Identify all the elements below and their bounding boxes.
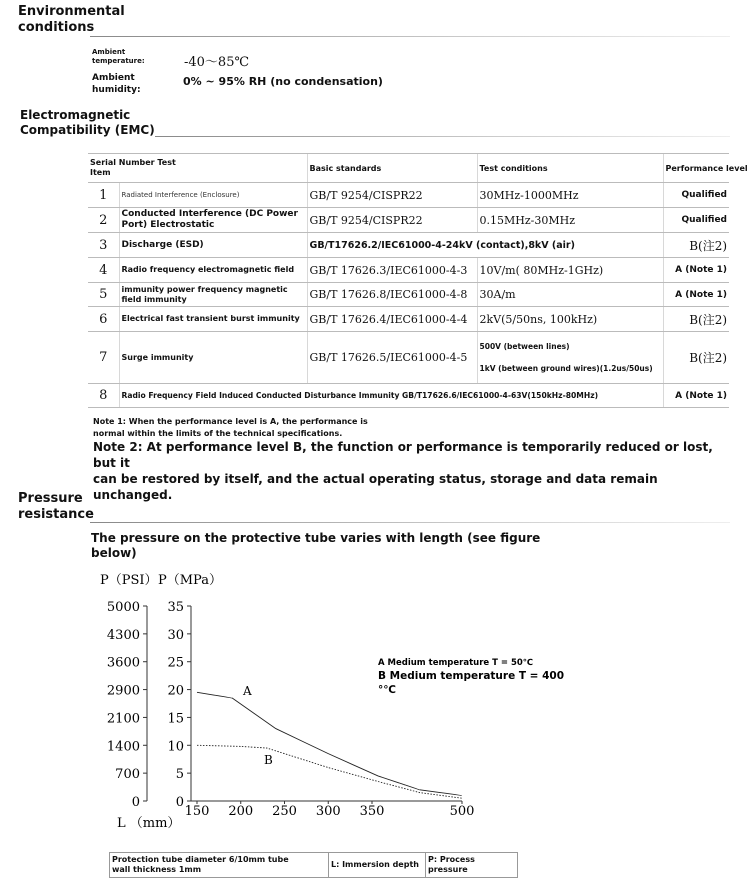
ambient-humidity-value: 0% ~ 95% RH (no condensation) <box>183 75 383 88</box>
header-cond: Test conditions <box>477 154 663 183</box>
row-no: 7 <box>88 332 119 384</box>
y-tick-label-mpa: 10 <box>167 739 184 755</box>
legend-b-unit: °℃ <box>378 684 396 696</box>
y-tick-label-mpa: 5 <box>175 767 184 783</box>
pressure-divider <box>90 522 730 523</box>
y-tick-label-psi: 2100 <box>106 711 140 727</box>
series-a-line <box>197 692 462 795</box>
note-1: Note 1: When the performance level is A, the performance is normal within the limits of the technical specifications. <box>93 417 368 438</box>
y-tick-label-mpa: 35 <box>167 600 184 615</box>
emc-table <box>88 153 748 408</box>
row-perf: B(注2) <box>663 233 729 258</box>
emc-divider <box>155 136 730 137</box>
table-row <box>88 384 729 408</box>
row-perf: A (Note 1) <box>663 258 729 283</box>
row-perf: A (Note 1) <box>663 283 729 307</box>
y-tick-label-psi: 0 <box>131 795 140 810</box>
row-no: 6 <box>88 307 119 332</box>
ambient-humidity-label: Ambient humidity: <box>92 73 141 95</box>
row-cond: 30MHz-1000MHz <box>477 183 663 208</box>
row-cond: 10V/m( 80MHz-1GHz) <box>477 258 663 283</box>
pressure-title: Pressure resistance <box>18 491 94 522</box>
emc-title: Electromagnetic Compatibility (EMC) <box>20 108 155 137</box>
emc-table-header <box>88 154 729 183</box>
row-perf: Qualified <box>663 208 729 233</box>
table-row <box>88 183 729 208</box>
row-cond: 500V (between lines) 1kV (between ground wires)(1.2us/50us) <box>477 332 663 384</box>
y-tick-label-mpa: 0 <box>175 795 184 810</box>
row-std: GB/T 9254/CISPR22 <box>307 208 477 233</box>
row-item: Conducted Interference (DC Power Port) Electrostatic <box>119 208 307 233</box>
row-perf: A (Note 1) <box>663 384 729 408</box>
row-item: Electrical fast transient burst immunity <box>119 307 307 332</box>
y-ticks-psi <box>107 600 147 810</box>
legend-col-3: P: Process pressure <box>428 855 475 874</box>
row-no: 5 <box>88 283 119 307</box>
chart-subtitle: The pressure on the protective tube varies with length (see figure below) <box>91 531 541 560</box>
row-perf: Qualified <box>663 183 729 208</box>
y-tick-label-psi: 2900 <box>106 683 140 699</box>
table-row <box>88 233 729 258</box>
header-perf: Performance level <box>663 154 729 183</box>
x-ticks <box>185 801 475 819</box>
row-cond: 30A/m <box>477 283 663 307</box>
y-tick-label-psi: 3600 <box>106 655 140 671</box>
y-tick-label-psi: 1400 <box>106 739 140 755</box>
curve-label-a: A <box>243 684 252 698</box>
row-std: GB/T 17626.3/IEC61000-4-3 <box>307 258 477 283</box>
row-perf: B(注2) <box>663 332 729 384</box>
y-tick-label-mpa: 15 <box>167 711 184 727</box>
header-item: Serial Number Test Item <box>88 154 307 183</box>
x-axis-label: L （mm） <box>117 816 181 831</box>
table-row <box>88 258 729 283</box>
env-title: Environmental conditions <box>18 4 125 35</box>
table-row <box>88 307 729 332</box>
y-tick-label-mpa: 30 <box>167 627 184 643</box>
y-tick-label-mpa: 25 <box>167 655 184 671</box>
y-tick-label-psi: 4300 <box>106 627 140 643</box>
row-item: Radio frequency electromagnetic field <box>119 258 307 283</box>
chart-legend-table <box>109 852 518 878</box>
ambient-temp-label: Ambient temperature: <box>92 48 145 65</box>
row-std: GB/T 17626.5/IEC61000-4-5 <box>307 332 477 384</box>
row-cond: 0.15MHz-30MHz <box>477 208 663 233</box>
row-item-std-cond: Radio Frequency Field Induced Conducted Disturbance Immunity GB/T17626.6/IEC61000-4-63V(150kHz-80MHz) <box>119 384 663 408</box>
x-tick-label: 250 <box>272 804 297 819</box>
y-axis-label-psi: P（PSI） <box>100 573 158 588</box>
x-tick-label: 500 <box>449 804 475 819</box>
env-divider <box>90 36 730 37</box>
y-tick-label-mpa: 20 <box>167 683 184 699</box>
header-std: Basic standards <box>307 154 477 183</box>
row-no: 3 <box>88 233 119 258</box>
note-2: Note 2: At performance level B, the function or performance is temporarily reduced or lost, but it can be restored by itself, and the actual operating status, storage and data remain unchanged. <box>93 440 713 502</box>
row-item: immunity power frequency magnetic field immunity <box>119 283 307 307</box>
row-std: GB/T 17626.4/IEC61000-4-4 <box>307 307 477 332</box>
ambient-temp-value: -40～85℃ <box>184 55 250 70</box>
table-row <box>88 208 729 233</box>
curve-label-b: B <box>264 753 273 767</box>
row-no: 2 <box>88 208 119 233</box>
pressure-chart <box>0 560 750 850</box>
row-std: GB/T 17626.8/IEC61000-4-8 <box>307 283 477 307</box>
x-tick-label: 350 <box>359 804 385 819</box>
row-std-cond: GB/T17626.2/IEC61000-4-24kV (contact),8kV (air) <box>307 233 663 258</box>
row-std: GB/T 9254/CISPR22 <box>307 183 477 208</box>
row-cond: 2kV(5/50ns, 100kHz) <box>477 307 663 332</box>
row-no: 8 <box>88 384 119 408</box>
row-perf: B(注2) <box>663 307 729 332</box>
legend-a: A Medium temperature T = 50℃ <box>378 658 534 668</box>
y-ticks-mpa <box>167 600 191 810</box>
row-no: 4 <box>88 258 119 283</box>
x-tick-label: 150 <box>184 804 210 819</box>
row-item: Radiated Interference (Enclosure) <box>119 183 307 208</box>
legend-col-2: L: Immersion depth <box>329 853 426 877</box>
row-item: Surge immunity <box>119 332 307 384</box>
y-axis-label-mpa: P（MPa） <box>158 573 222 588</box>
row-no: 1 <box>88 183 119 208</box>
y-tick-label-psi: 700 <box>115 767 140 783</box>
table-row <box>88 332 729 384</box>
y-tick-label-psi: 5000 <box>106 600 140 615</box>
table-row <box>88 283 729 307</box>
x-tick-label: 300 <box>315 804 341 819</box>
row-item: Discharge (ESD) <box>119 233 307 258</box>
x-tick-label: 200 <box>228 804 254 819</box>
legend-b: B Medium temperature T = 400 <box>378 670 565 682</box>
legend-col-1: Protection tube diameter 6/10mm tube wall thickness 1mm <box>110 853 329 877</box>
